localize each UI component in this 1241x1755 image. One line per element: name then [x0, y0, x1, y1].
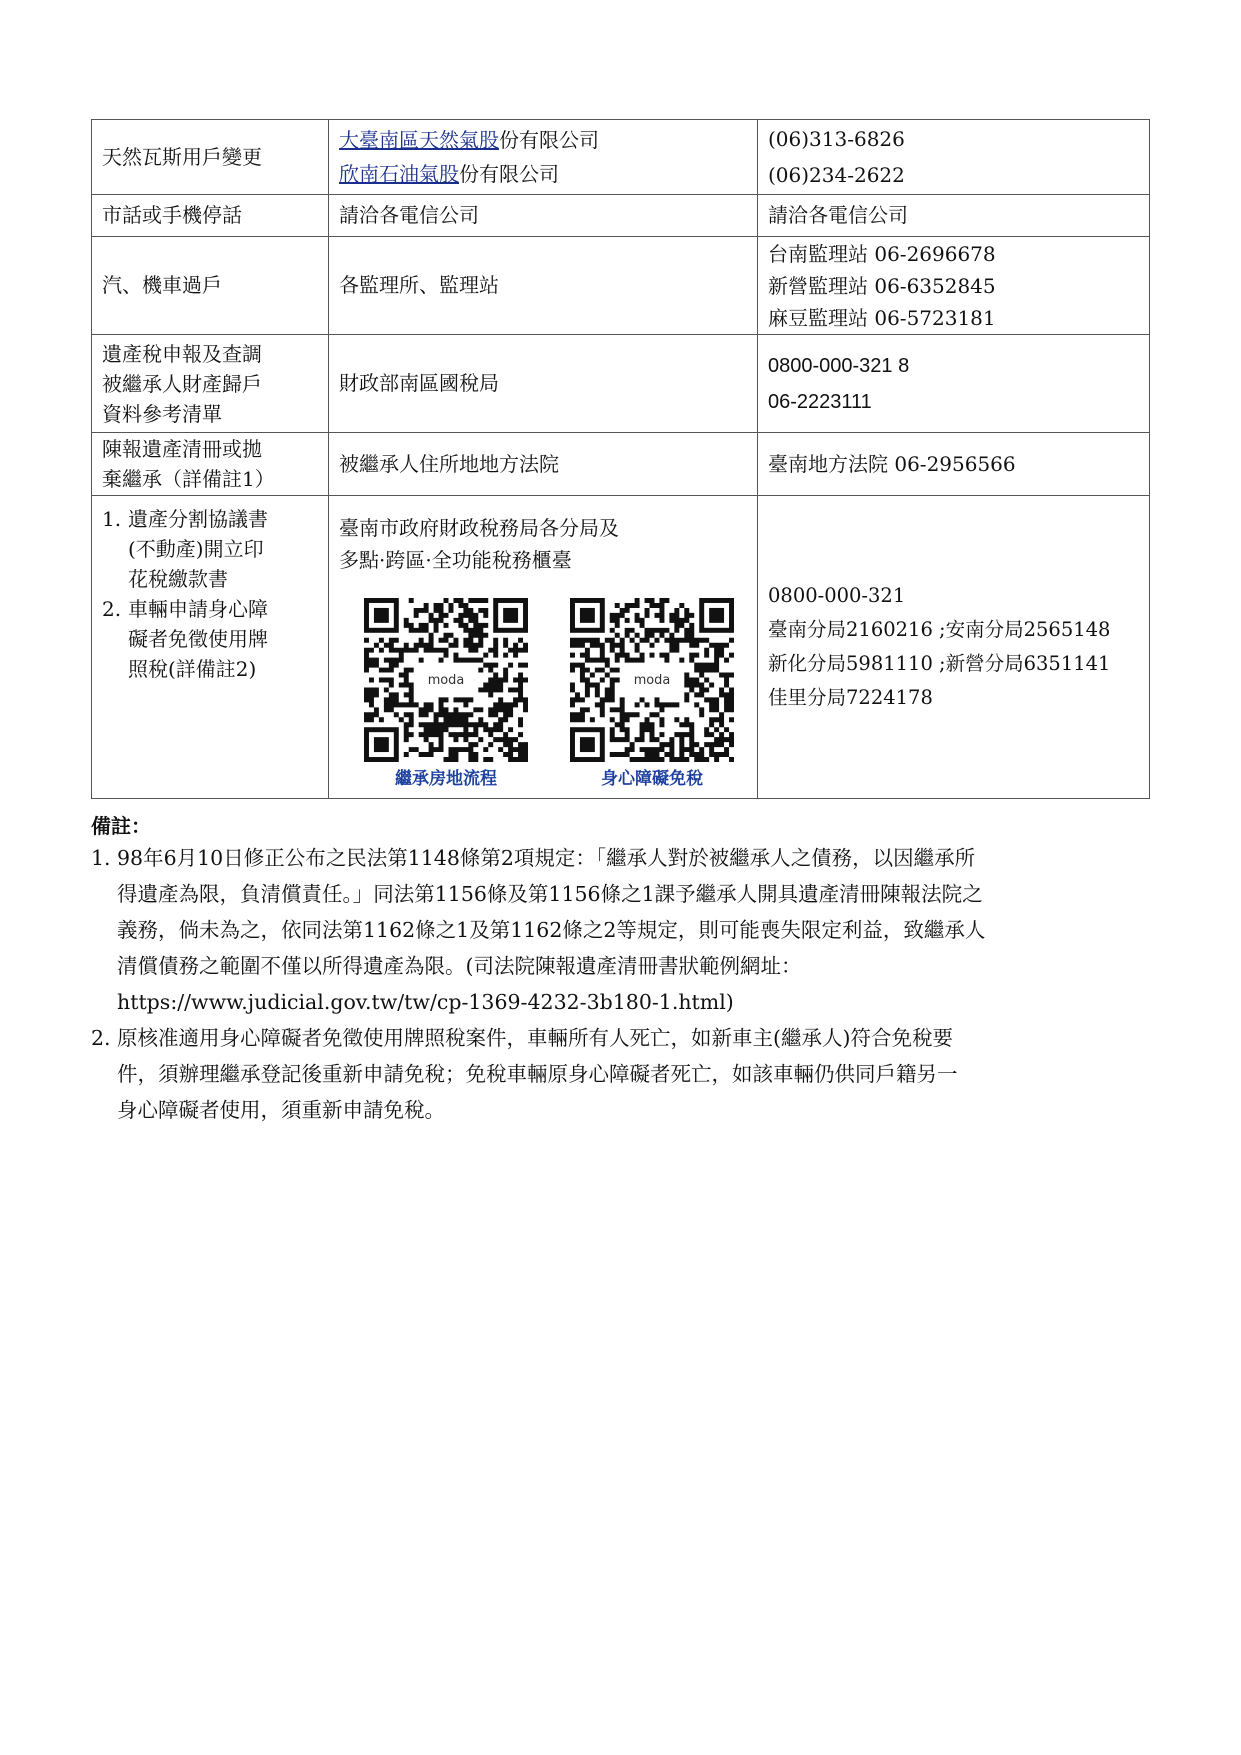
item-line: 棄繼承（詳備註1）	[102, 467, 275, 491]
provider-suffix: 份有限公司	[459, 162, 559, 186]
phone-line: (06)234-2622	[768, 163, 905, 187]
note-item	[91, 840, 1161, 1020]
dept-cell: 請洽各電信公司	[329, 195, 758, 237]
note-line: 件，須辦理繼承登記後重新申請免稅；免稅車輛原身心障礙者死亡，如該車輛仍供同戶籍另一	[117, 1062, 958, 1086]
item-line: (不動產)開立印	[128, 537, 264, 561]
phone-line: 06-2223111	[768, 390, 872, 413]
phone-line: 麻豆監理站 06-5723181	[768, 305, 996, 330]
item-line: 礙者免徵使用牌	[128, 627, 268, 651]
item-line: 被繼承人財產歸戶	[102, 371, 262, 396]
qr-code-image[interactable]	[570, 598, 734, 762]
provider-cell	[329, 120, 758, 195]
item-line: 照稅(詳備註2)	[128, 657, 257, 681]
table-row	[92, 335, 1150, 433]
dept-cell	[329, 496, 758, 799]
qr-caption: 身心障礙免稅	[601, 769, 703, 788]
phone-line: 新化分局5981110 ;新營分局6351141	[768, 652, 1111, 675]
phone-line: 0800-000-321 8	[768, 354, 910, 377]
qr-code-row	[339, 598, 747, 790]
phone-line: 佳里分局7224178	[768, 686, 933, 709]
provider-suffix: 份有限公司	[499, 128, 599, 152]
table-row	[92, 120, 1150, 195]
phone-cell	[758, 335, 1150, 433]
qr-finder-square	[580, 737, 595, 752]
list-item	[102, 594, 318, 684]
note-url: https://www.judicial.gov.tw/tw/cp-1369-4232-3b180-1.html)	[117, 990, 734, 1014]
item-line: 遺產分割協議書	[128, 507, 268, 531]
table-row	[92, 433, 1150, 496]
dept-line: 臺南市政府財政稅務局各分局及	[339, 516, 619, 540]
note-item	[91, 1020, 1161, 1128]
table-row	[92, 195, 1150, 237]
qr-center-logo-text: moda	[633, 672, 671, 688]
list-number: 1.	[102, 507, 122, 531]
dept-cell: 財政部南區國稅局	[329, 335, 758, 433]
qr-finder-square	[374, 737, 389, 752]
phone-cell	[758, 496, 1150, 799]
phone-line: 0800-000-321	[768, 584, 906, 607]
item-line: 資料參考清單	[102, 401, 222, 426]
provider-link-gas-1[interactable]: 大臺南區天然氣股	[339, 128, 499, 152]
note-line: 清償債務之範圍不僅以所得遺產為限。(司法院陳報遺產清冊書狀範例網址：	[117, 954, 802, 978]
phone-line: 台南監理站 06-2696678	[768, 241, 996, 266]
item-cell	[92, 433, 329, 496]
note-number: 2.	[91, 1026, 111, 1050]
item-line: 遺產稅申報及查調	[102, 341, 262, 366]
phone-line: 新營監理站 06-6352845	[768, 273, 996, 298]
qr-code-disability[interactable]	[565, 598, 739, 790]
item-line: 花稅繳款書	[128, 567, 228, 591]
service-contact-table	[91, 119, 1150, 799]
item-line: 車輛申請身心障	[128, 597, 268, 621]
qr-finder-square	[709, 608, 724, 623]
note-line: 得遺產為限，負清償責任。」同法第1156條及第1156條之1課予繼承人開具遺產清冊陳報法院之	[117, 882, 983, 906]
item-list	[102, 504, 318, 684]
phone-line: (06)313-6826	[768, 127, 905, 151]
notes-section	[91, 812, 1161, 1128]
item-cell	[92, 496, 329, 799]
item-cell	[92, 335, 329, 433]
note-line: 原核准適用身心障礙者免徵使用牌照稅案件，車輛所有人死亡，如新車主(繼承人)符合免稅要	[117, 1026, 953, 1050]
item-cell: 汽、機車過戶	[92, 237, 329, 335]
phone-cell	[758, 237, 1150, 335]
qr-finder-square	[580, 608, 595, 623]
phone-line: 臺南分局2160216 ;安南分局2565148	[768, 618, 1111, 641]
qr-center-logo-text: moda	[427, 672, 465, 688]
table-row	[92, 237, 1150, 335]
phone-cell	[758, 120, 1150, 195]
qr-caption: 繼承房地流程	[395, 769, 497, 788]
list-number: 2.	[102, 597, 122, 621]
item-cell: 市話或手機停話	[92, 195, 329, 237]
dept-cell: 各監理所、監理站	[329, 237, 758, 335]
phone-cell: 臺南地方法院 06-2956566	[758, 433, 1150, 496]
phone-cell: 請洽各電信公司	[758, 195, 1150, 237]
note-line: 98年6月10日修正公布之民法第1148條第2項規定：「繼承人對於被繼承人之債務，以因繼承所	[117, 846, 976, 870]
note-number: 1.	[91, 846, 111, 870]
table-row	[92, 496, 1150, 799]
item-line: 陳報遺產清冊或拋	[102, 437, 262, 461]
provider-link-gas-2[interactable]: 欣南石油氣股	[339, 162, 459, 186]
list-item	[102, 504, 318, 594]
dept-cell: 被繼承人住所地地方法院	[329, 433, 758, 496]
qr-finder-square	[503, 608, 518, 623]
notes-title: 備註：	[91, 814, 151, 838]
note-line: 義務，倘未為之，依同法第1162條之1及第1162條之2等規定，則可能喪失限定利益，致繼承人	[117, 918, 986, 942]
qr-finder-square	[374, 608, 389, 623]
dept-line: 多點·跨區·全功能稅務櫃臺	[339, 548, 572, 572]
qr-code-inheritance[interactable]	[359, 598, 533, 790]
item-cell: 天然瓦斯用戶變更	[92, 120, 329, 195]
note-line: 身心障礙者使用，須重新申請免稅。	[117, 1098, 445, 1122]
qr-code-image[interactable]	[364, 598, 528, 762]
